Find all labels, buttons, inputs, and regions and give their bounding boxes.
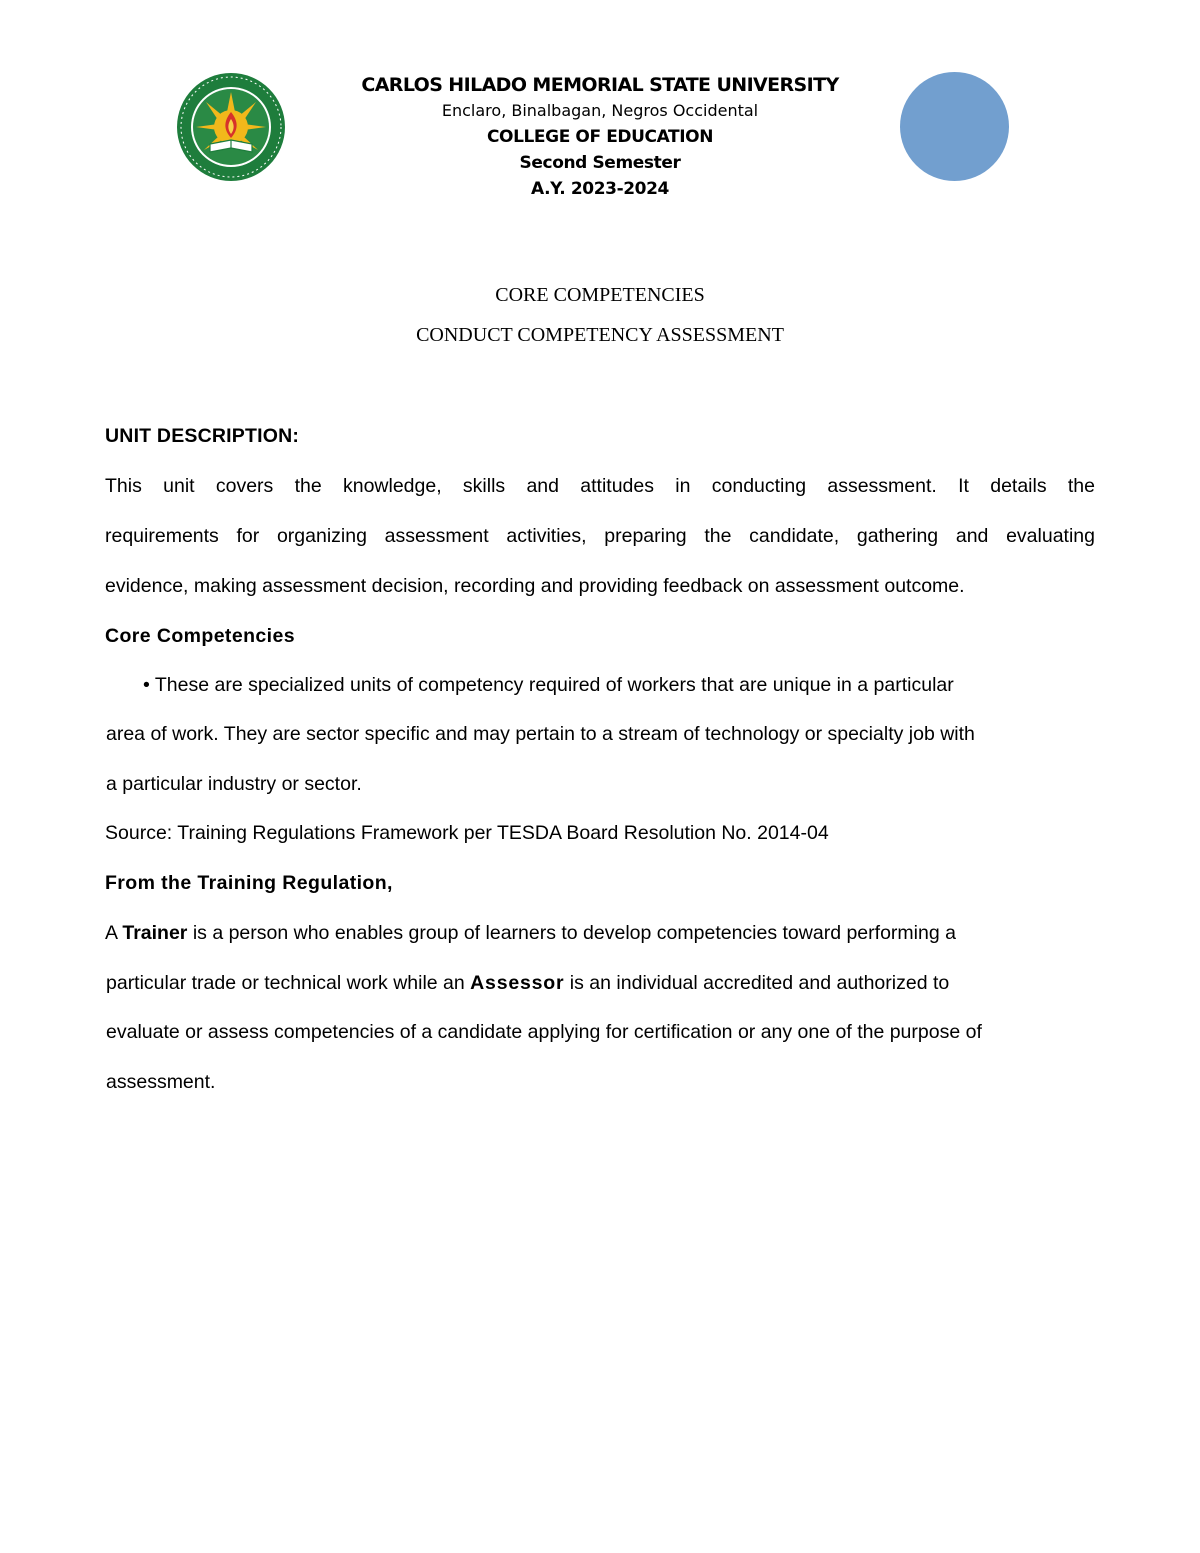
unit-description-line-1: This unit covers the knowledge, skills and attitudes in conducting assessment. It details the <box>105 475 1095 497</box>
academic-year: A.Y. 2023-2024 <box>531 179 669 199</box>
unit-description-line-2: requirements for organizing assessment activities, preparing the candidate, gathering and evaluating <box>105 525 1095 547</box>
line-2-rest: is an individual accredited and authorized to <box>564 972 950 994</box>
training-regulation-line-2 <box>106 971 949 995</box>
line-2-prefix: particular trade or technical work while an <box>106 972 471 994</box>
training-regulation-heading: From the Training Regulation, <box>105 872 393 894</box>
training-regulation-line-3: evaluate or assess competencies of a candidate applying for certification or any one of the purpose of <box>106 1021 982 1043</box>
college-name: COLLEGE OF EDUCATION <box>486 127 714 147</box>
line-1-prefix: A <box>105 922 123 944</box>
semester-label: Second Semester <box>519 153 681 173</box>
assessor-term: Assessor <box>470 972 565 994</box>
document-subtitle: CONDUCT COMPETENCY ASSESSMENT <box>416 324 784 346</box>
university-name: CARLOS HILADO MEMORIAL STATE UNIVERSITY <box>361 74 839 96</box>
document-title: CORE COMPETENCIES <box>495 284 705 306</box>
line-1-rest: is a person who enables group of learners to develop competencies toward performing a <box>187 922 956 944</box>
core-competencies-heading: Core Competencies <box>105 625 295 647</box>
university-address: Enclaro, Binalbagan, Negros Occidental <box>441 101 759 120</box>
university-seal-logo <box>176 72 286 182</box>
core-competencies-line-2: area of work. They are sector specific and may pertain to a stream of technology or specialty job with <box>106 723 975 745</box>
unit-description-line-3: evidence, making assessment decision, recording and providing feedback on assessment outcome. <box>105 575 965 597</box>
training-regulation-line-1 <box>105 921 956 945</box>
source-citation: Source: Training Regulations Framework per TESDA Board Resolution No. 2014-04 <box>105 822 829 844</box>
unit-description-heading: UNIT DESCRIPTION: <box>105 425 300 447</box>
core-competencies-line-3: a particular industry or sector. <box>106 773 362 795</box>
university-header <box>300 72 900 202</box>
trainer-term: Trainer <box>122 922 188 944</box>
blue-circle-shape <box>900 72 1009 181</box>
core-competencies-line-1: • These are specialized units of competency required of workers that are unique in a particular <box>143 674 954 696</box>
training-regulation-line-4: assessment. <box>106 1071 216 1093</box>
